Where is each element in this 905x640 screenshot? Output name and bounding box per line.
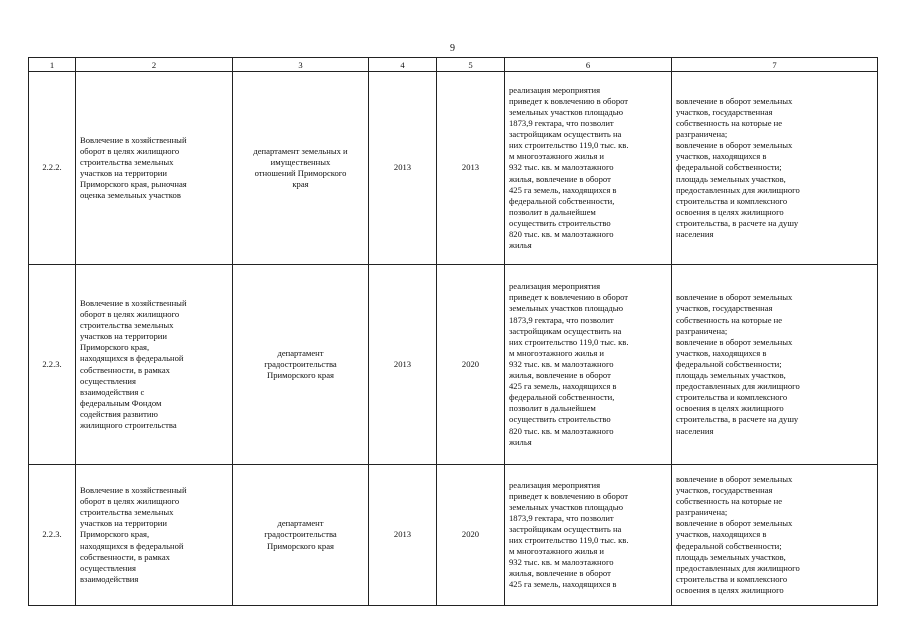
start-year-cell: 2013: [369, 72, 437, 265]
table-row: [29, 265, 878, 465]
result-cell: реализация мероприятия приведет к вовлечению в оборот земельных участков площадью 1873,9 гектара, что позволит застройщикам осуществить на них строительство 119,0 тыс. кв. м многоэтажного жилья и 932 тыс. кв. м малоэтажного жилья, вовлечение в оборот 425 га земель, находящихся в федеральной собственности, позволит в дальнейшем осуществить строительство 820 тыс. кв. м малоэтажного жилья: [505, 265, 672, 465]
end-year-cell: 2020: [437, 265, 505, 465]
column-header: 2: [76, 58, 233, 72]
column-header: 4: [369, 58, 437, 72]
start-year-cell: 2013: [369, 465, 437, 606]
table-row: [29, 465, 878, 606]
indicator-cell: вовлечение в оборот земельных участков, государственная собственность на которые не разграничена; вовлечение в оборот земельных участков, находящихся в федеральной собственности; площадь земельных участков, предоставленных для жилищного строительства и комплексного освоения в целях жилищного строительства, в расчете на душу населения: [672, 72, 878, 265]
column-number-row: [29, 58, 878, 72]
measure-cell: Вовлечение в хозяйственный оборот в целях жилищного строительства земельных участков на территории Приморского края, рыночная оценка земельных участков: [76, 72, 233, 265]
result-cell: реализация мероприятия приведет к вовлечению в оборот земельных участков площадью 1873,9 гектара, что позволит застройщикам осуществить на них строительство 119,0 тыс. кв. м многоэтажного жилья и 932 тыс. кв. м малоэтажного жилья, вовлечение в оборот 425 га земель, находящихся в федеральной собственности, позволит в дальнейшем осуществить строительство 820 тыс. кв. м малоэтажного жилья: [505, 72, 672, 265]
end-year-cell: 2020: [437, 465, 505, 606]
column-header: 3: [233, 58, 369, 72]
executor-cell: департамент градостроительства Приморского края: [233, 265, 369, 465]
page-number: 9: [450, 43, 455, 54]
measure-cell: Вовлечение в хозяйственный оборот в целях жилищного строительства земельных участков на территории Приморского края, находящихся в федеральной собственности, в рамках осуществления взаимодействия с федеральным Фондом содействия развитию жилищного строительства: [76, 265, 233, 465]
indicator-cell: вовлечение в оборот земельных участков, государственная собственность на которые не разграничена; вовлечение в оборот земельных участков, находящихся в федеральной собственности; площадь земельных участков, предоставленных для жилищного строительства и комплексного освоения в целях жилищного строительства, в расчете на душу населения: [672, 265, 878, 465]
end-year-cell: 2013: [437, 72, 505, 265]
executor-cell: департамент земельных и имущественных отношений Приморского края: [233, 72, 369, 265]
row-number: 2.2.3.: [29, 465, 76, 606]
row-number: 2.2.2.: [29, 72, 76, 265]
executor-cell: департамент градостроительства Приморского края: [233, 465, 369, 606]
result-cell: реализация мероприятия приведет к вовлечению в оборот земельных участков площадью 1873,9 гектара, что позволит застройщикам осуществить на них строительство 119,0 тыс. кв. м многоэтажного жилья и 932 тыс. кв. м малоэтажного жилья, вовлечение в оборот 425 га земель, находящихся в: [505, 465, 672, 606]
column-header: 6: [505, 58, 672, 72]
row-number: 2.2.3.: [29, 265, 76, 465]
column-header: 7: [672, 58, 878, 72]
indicator-cell: вовлечение в оборот земельных участков, государственная собственность на которые не разграничена; вовлечение в оборот земельных участков, находящихся в федеральной собственности; площадь земельных участков, предоставленных для жилищного строительства и комплексного освоения в целях жилищного: [672, 465, 878, 606]
column-header: 5: [437, 58, 505, 72]
start-year-cell: 2013: [369, 265, 437, 465]
program-table: [28, 57, 878, 606]
table-row: [29, 72, 878, 265]
measure-cell: Вовлечение в хозяйственный оборот в целях жилищного строительства земельных участков на территории Приморского края, находящихся в федеральной собственности, в рамках осуществления взаимодействия: [76, 465, 233, 606]
column-header: 1: [29, 58, 76, 72]
